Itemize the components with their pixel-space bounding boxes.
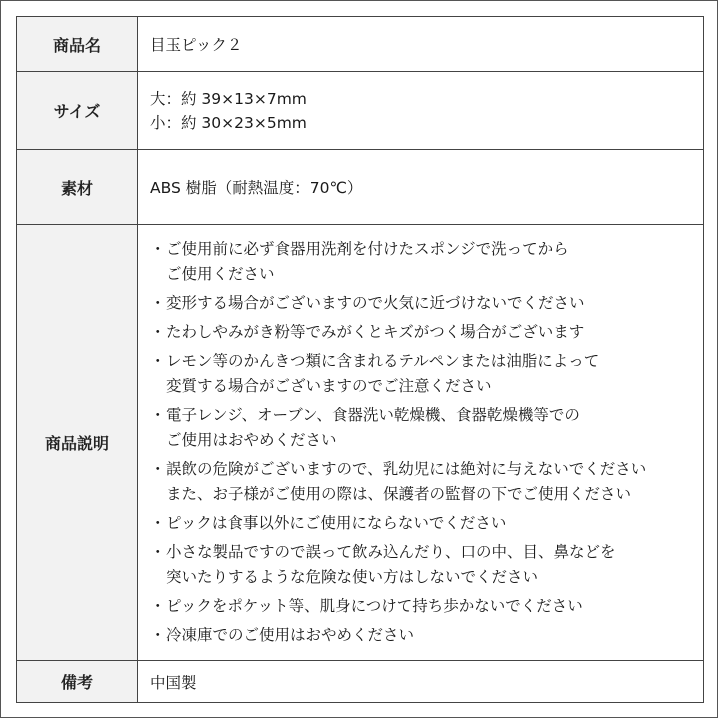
note-line: ご使用はおやめください	[166, 431, 337, 449]
size-small: 小：約 30×23×5mm	[150, 113, 307, 132]
note-line: たわしやみがき粉等でみがくとキズがつく場合がございます	[166, 323, 585, 341]
label-remarks: 備考	[17, 661, 138, 703]
caution-note	[150, 291, 691, 316]
note-bullet: ・	[150, 294, 166, 312]
note-bullet: ・	[150, 240, 166, 258]
note-line: ご使用前に必ず食器用洗剤を付けたスポンジで洗ってから	[166, 240, 569, 258]
note-line: 誤飲の危険がございますので、乳幼児には絶対に与えないでください	[166, 460, 647, 478]
label-size: サイズ	[17, 72, 138, 150]
caution-notes-list	[150, 227, 691, 658]
note-bullet: ・	[150, 543, 166, 561]
note-line: また、お子様がご使用の際は、保護者の監督の下でご使用ください	[166, 485, 632, 503]
note-line: ピックをポケット等、肌身につけて持ち歩かないでください	[166, 597, 583, 615]
row-remarks	[17, 661, 704, 703]
value-material: ABS 樹脂（耐熱温度：70℃）	[138, 150, 704, 225]
product-spec-table	[16, 16, 704, 703]
label-description: 商品説明	[17, 225, 138, 661]
caution-note	[150, 349, 691, 399]
caution-note	[150, 594, 691, 619]
caution-note	[150, 457, 691, 507]
note-bullet: ・	[150, 626, 166, 644]
row-product-name	[17, 17, 704, 72]
caution-note	[150, 540, 691, 590]
note-bullet: ・	[150, 514, 166, 532]
note-bullet: ・	[150, 597, 166, 615]
value-description	[138, 225, 704, 661]
note-line: 電子レンジ、オーブン、食器洗い乾燥機、食器乾燥機等での	[166, 406, 580, 424]
note-line: 変質する場合がございますのでご注意ください	[166, 377, 492, 395]
note-line: 小さな製品ですので誤って飲み込んだり、口の中、目、鼻などを	[166, 543, 616, 561]
size-large: 大：約 39×13×7mm	[150, 89, 307, 108]
caution-note	[150, 511, 691, 536]
note-bullet: ・	[150, 460, 166, 478]
value-size	[138, 72, 704, 150]
caution-note	[150, 237, 691, 287]
note-line: ピックは食事以外にご使用にならないでください	[166, 514, 507, 532]
note-line: レモン等のかんきつ類に含まれるテルペンまたは油脂によって	[166, 352, 600, 370]
note-line: 変形する場合がございますので火気に近づけないでください	[166, 294, 585, 312]
row-size	[17, 72, 704, 150]
caution-note	[150, 623, 691, 648]
caution-note	[150, 320, 691, 345]
row-material	[17, 150, 704, 225]
note-bullet: ・	[150, 323, 166, 341]
note-bullet: ・	[150, 406, 166, 424]
note-line: 突いたりするような危険な使い方はしないでください	[166, 568, 539, 586]
value-product-name: 目玉ピック２	[138, 17, 704, 72]
note-line: 冷凍庫でのご使用はおやめください	[166, 626, 415, 644]
label-material: 素材	[17, 150, 138, 225]
value-remarks: 中国製	[138, 661, 704, 703]
note-line: ご使用ください	[166, 265, 275, 283]
label-product-name: 商品名	[17, 17, 138, 72]
caution-note	[150, 403, 691, 453]
row-description	[17, 225, 704, 661]
note-bullet: ・	[150, 352, 166, 370]
